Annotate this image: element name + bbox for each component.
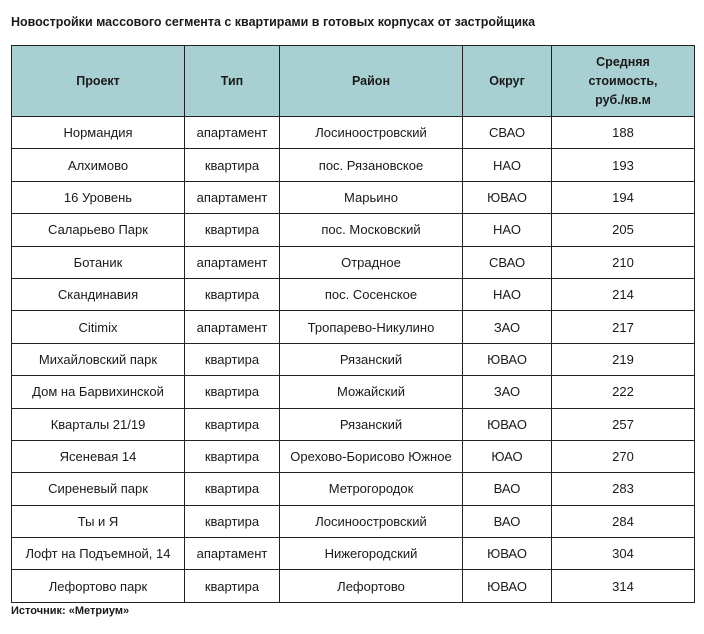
cell-type: апартамент [185, 181, 280, 213]
cell-okrug: СВАО [463, 246, 552, 278]
cell-project: Алхимово [12, 149, 185, 181]
cell-type: квартира [185, 278, 280, 310]
cell-type: квартира [185, 570, 280, 602]
cell-okrug: ЮВАО [463, 343, 552, 375]
cell-okrug: ЮВАО [463, 181, 552, 213]
cell-avg-price: 194 [552, 181, 695, 213]
cell-district: Нижегородский [280, 538, 463, 570]
cell-district: Лосиноостровский [280, 505, 463, 537]
cell-project: Лофт на Подъемной, 14 [12, 538, 185, 570]
cell-district: Марьино [280, 181, 463, 213]
cell-avg-price: 214 [552, 278, 695, 310]
cell-type: апартамент [185, 311, 280, 343]
cell-type: квартира [185, 343, 280, 375]
cell-project: Нормандия [12, 117, 185, 149]
cell-project: Ты и Я [12, 505, 185, 537]
header-okrug: Округ [463, 46, 552, 117]
cell-project: Лефортово парк [12, 570, 185, 602]
cell-district: Лосиноостровский [280, 117, 463, 149]
table-row [12, 117, 695, 149]
cell-project: Кварталы 21/19 [12, 408, 185, 440]
cell-district: Орехово-Борисово Южное [280, 440, 463, 472]
header-district: Район [280, 46, 463, 117]
cell-okrug: ВАО [463, 505, 552, 537]
cell-type: квартира [185, 505, 280, 537]
table-row [12, 473, 695, 505]
cell-okrug: ЮВАО [463, 408, 552, 440]
page-title: Новостройки массового сегмента с квартирами в готовых корпусах от застройщика [11, 15, 536, 29]
header-type: Тип [185, 46, 280, 117]
cell-type: квартира [185, 440, 280, 472]
header-avg-price: Средняя стоимость, руб./кв.м [552, 46, 695, 117]
cell-type: квартира [185, 214, 280, 246]
table-row [12, 149, 695, 181]
cell-project: Citimix [12, 311, 185, 343]
cell-avg-price: 205 [552, 214, 695, 246]
cell-avg-price: 257 [552, 408, 695, 440]
cell-avg-price: 210 [552, 246, 695, 278]
cell-avg-price: 304 [552, 538, 695, 570]
table-row [12, 278, 695, 310]
table-row [12, 246, 695, 278]
cell-okrug: ЮВАО [463, 570, 552, 602]
cell-avg-price: 222 [552, 376, 695, 408]
cell-type: апартамент [185, 117, 280, 149]
cell-project: Дом на Барвихинской [12, 376, 185, 408]
cell-okrug: ЗАО [463, 376, 552, 408]
cell-type: квартира [185, 408, 280, 440]
cell-okrug: ВАО [463, 473, 552, 505]
cell-district: Можайский [280, 376, 463, 408]
table-header-row [12, 46, 695, 117]
cell-okrug: НАО [463, 214, 552, 246]
table-row [12, 181, 695, 213]
cell-okrug: ЮВАО [463, 538, 552, 570]
cell-avg-price: 283 [552, 473, 695, 505]
cell-avg-price: 219 [552, 343, 695, 375]
cell-district: пос. Сосенское [280, 278, 463, 310]
cell-district: Рязанский [280, 343, 463, 375]
cell-district: Тропарево-Никулино [280, 311, 463, 343]
table-row [12, 376, 695, 408]
cell-project: 16 Уровень [12, 181, 185, 213]
cell-okrug: СВАО [463, 117, 552, 149]
table-row [12, 570, 695, 602]
table-row [12, 538, 695, 570]
cell-project: Ботаник [12, 246, 185, 278]
cell-project: Скандинавия [12, 278, 185, 310]
cell-avg-price: 270 [552, 440, 695, 472]
cell-avg-price: 217 [552, 311, 695, 343]
cell-okrug: НАО [463, 278, 552, 310]
cell-type: квартира [185, 473, 280, 505]
cell-okrug: НАО [463, 149, 552, 181]
cell-type: квартира [185, 149, 280, 181]
cell-district: Рязанский [280, 408, 463, 440]
cell-type: апартамент [185, 246, 280, 278]
table-row [12, 214, 695, 246]
cell-district: Лефортово [280, 570, 463, 602]
cell-avg-price: 284 [552, 505, 695, 537]
data-table [11, 45, 695, 603]
table-row [12, 343, 695, 375]
header-project: Проект [12, 46, 185, 117]
cell-project: Сиреневый парк [12, 473, 185, 505]
cell-district: пос. Рязановское [280, 149, 463, 181]
cell-type: апартамент [185, 538, 280, 570]
cell-district: пос. Московский [280, 214, 463, 246]
cell-avg-price: 193 [552, 149, 695, 181]
cell-avg-price: 188 [552, 117, 695, 149]
source-note: Источник: «Метриум» [11, 605, 130, 617]
cell-project: Ясеневая 14 [12, 440, 185, 472]
cell-avg-price: 314 [552, 570, 695, 602]
table-row [12, 408, 695, 440]
cell-project: Саларьево Парк [12, 214, 185, 246]
cell-type: квартира [185, 376, 280, 408]
cell-district: Метрогородок [280, 473, 463, 505]
cell-district: Отрадное [280, 246, 463, 278]
table-row [12, 505, 695, 537]
table-row [12, 311, 695, 343]
table-row [12, 440, 695, 472]
cell-okrug: ЮАО [463, 440, 552, 472]
cell-project: Михайловский парк [12, 343, 185, 375]
cell-okrug: ЗАО [463, 311, 552, 343]
